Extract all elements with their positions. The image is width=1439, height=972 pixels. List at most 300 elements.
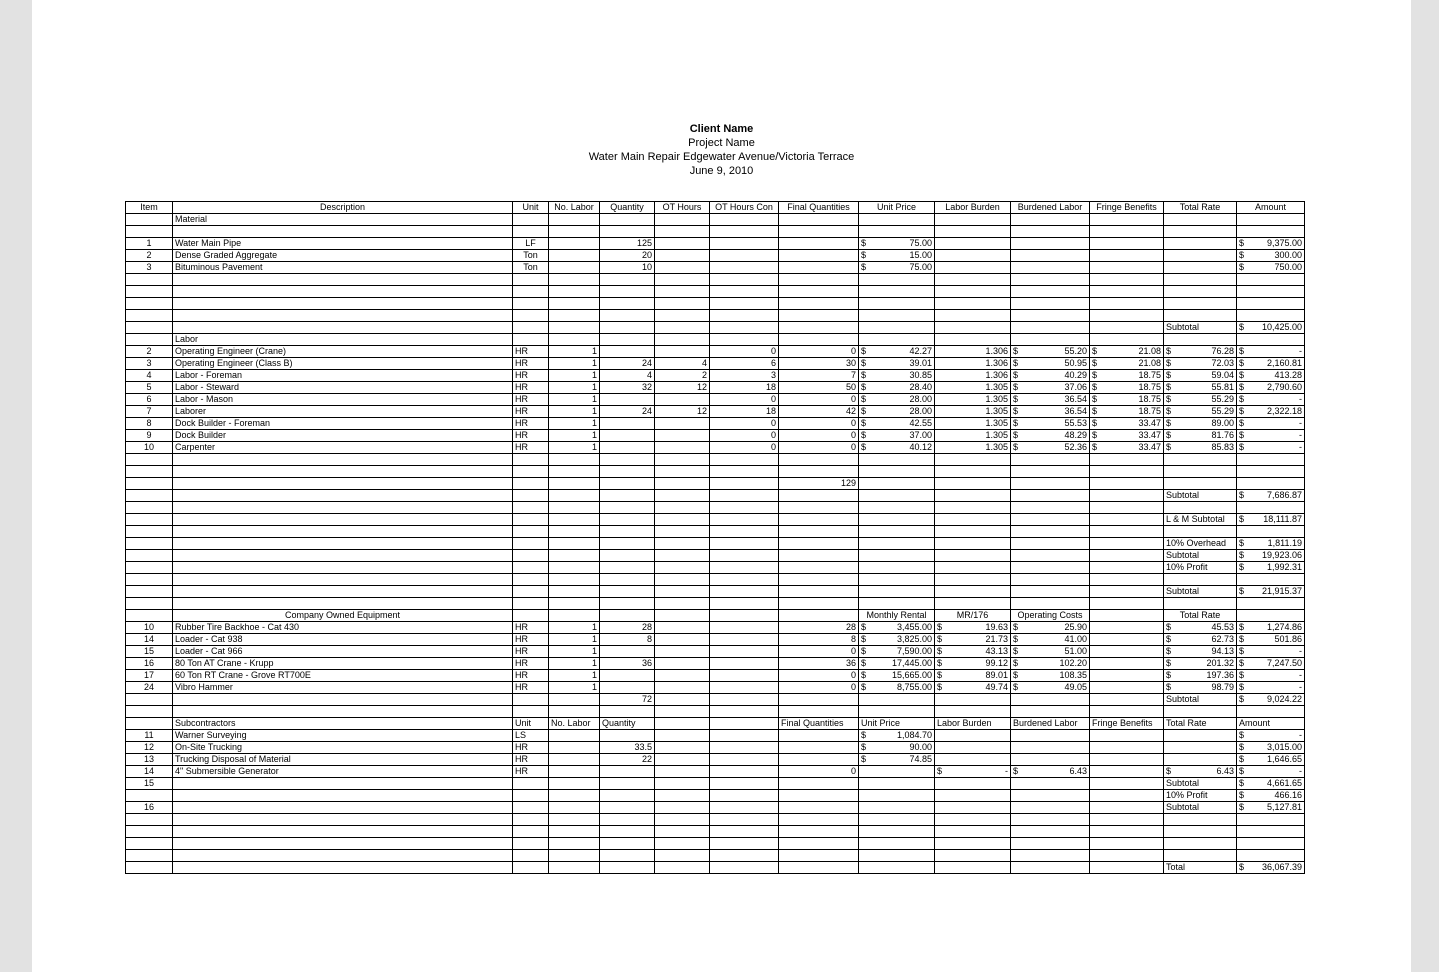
cell-ot-hours[interactable] <box>655 490 710 502</box>
cell-quantity[interactable] <box>600 838 655 850</box>
cell-final-quantities[interactable] <box>779 754 859 766</box>
cell-no-labor[interactable] <box>549 562 600 574</box>
cell-amount[interactable]: $ 4,661.65 <box>1237 778 1305 790</box>
cell-no-labor[interactable] <box>549 502 600 514</box>
cell-no-labor[interactable]: 1 <box>549 430 600 442</box>
cell-burdened-labor[interactable] <box>1011 562 1090 574</box>
cell-total-rate[interactable] <box>1164 262 1237 274</box>
cell-ot-hours-con[interactable] <box>710 334 779 346</box>
cell-description[interactable]: Rubber Tire Backhoe - Cat 430 <box>173 622 513 634</box>
cell-item[interactable]: 5 <box>126 382 173 394</box>
cell-unit-price[interactable]: $ 39.01 <box>859 358 935 370</box>
cell-total-rate[interactable] <box>1164 466 1237 478</box>
cell-labor-burden[interactable] <box>935 334 1011 346</box>
cell-description[interactable]: Loader - Cat 966 <box>173 646 513 658</box>
cell-description[interactable]: Vibro Hammer <box>173 682 513 694</box>
cell-item[interactable] <box>126 454 173 466</box>
cell-unit[interactable] <box>513 490 549 502</box>
cell-item[interactable]: 7 <box>126 406 173 418</box>
cell-final-quantities[interactable] <box>779 574 859 586</box>
cell-burdened-labor[interactable] <box>1011 466 1090 478</box>
cell-labor-burden[interactable]: 1.305 <box>935 430 1011 442</box>
cell-ot-hours[interactable] <box>655 622 710 634</box>
cell-amount[interactable]: $ 3,015.00 <box>1237 742 1305 754</box>
cell-no-labor[interactable]: 1 <box>549 634 600 646</box>
cell-burdened-labor[interactable] <box>1011 694 1090 706</box>
cell-unit-price[interactable] <box>859 802 935 814</box>
cell-item[interactable] <box>126 466 173 478</box>
cell-final-quantities[interactable] <box>779 226 859 238</box>
cell-burdened-labor[interactable]: $ 51.00 <box>1011 646 1090 658</box>
cell-labor-burden[interactable]: 1.305 <box>935 418 1011 430</box>
cell-unit-price[interactable] <box>859 574 935 586</box>
cell-final-quantities[interactable] <box>779 286 859 298</box>
cell-description[interactable]: Dock Builder <box>173 430 513 442</box>
cell-fringe-benefits[interactable] <box>1090 646 1164 658</box>
cell-total-rate[interactable]: $ 94.13 <box>1164 646 1237 658</box>
cell-burdened-labor[interactable] <box>1011 742 1090 754</box>
cell-no-labor[interactable] <box>549 526 600 538</box>
cell-amount[interactable] <box>1237 706 1305 718</box>
cell-item[interactable] <box>126 490 173 502</box>
cell-item[interactable] <box>126 814 173 826</box>
cell-description[interactable] <box>173 562 513 574</box>
cell-no-labor[interactable]: No. Labor <box>549 718 600 730</box>
cell-item[interactable] <box>126 538 173 550</box>
cell-labor-burden[interactable]: 1.306 <box>935 346 1011 358</box>
cell-total-rate[interactable] <box>1164 454 1237 466</box>
cell-unit[interactable] <box>513 598 549 610</box>
cell-burdened-labor[interactable]: $ 52.36 <box>1011 442 1090 454</box>
cell-fringe-benefits[interactable] <box>1090 466 1164 478</box>
cell-amount[interactable]: $ 1,274.86 <box>1237 622 1305 634</box>
cell-amount[interactable]: $ 300.00 <box>1237 250 1305 262</box>
cell-total-rate[interactable] <box>1164 742 1237 754</box>
cell-ot-hours-con[interactable] <box>710 706 779 718</box>
cell-fringe-benefits[interactable] <box>1090 262 1164 274</box>
cell-unit[interactable]: HR <box>513 670 549 682</box>
cell-final-quantities[interactable] <box>779 538 859 550</box>
cell-ot-hours-con[interactable] <box>710 562 779 574</box>
cell-burdened-labor[interactable]: $ 36.54 <box>1011 406 1090 418</box>
cell-unit-price[interactable]: $ 3,455.00 <box>859 622 935 634</box>
cell-no-labor[interactable]: 1 <box>549 646 600 658</box>
cell-labor-burden[interactable]: 1.305 <box>935 394 1011 406</box>
cell-labor-burden[interactable]: 1.306 <box>935 370 1011 382</box>
cell-burdened-labor[interactable]: $ 36.54 <box>1011 394 1090 406</box>
cell-burdened-labor[interactable] <box>1011 550 1090 562</box>
cell-item[interactable]: 17 <box>126 670 173 682</box>
cell-fringe-benefits[interactable] <box>1090 310 1164 322</box>
cell-ot-hours[interactable] <box>655 538 710 550</box>
cell-amount[interactable]: $ 2,790.60 <box>1237 382 1305 394</box>
cell-ot-hours[interactable] <box>655 862 710 874</box>
cell-burdened-labor[interactable]: $ 6.43 <box>1011 766 1090 778</box>
cell-description[interactable]: Dock Builder - Foreman <box>173 418 513 430</box>
cell-final-quantities[interactable] <box>779 838 859 850</box>
cell-final-quantities[interactable]: 0 <box>779 646 859 658</box>
cell-amount[interactable] <box>1237 454 1305 466</box>
cell-unit-price[interactable] <box>859 454 935 466</box>
cell-description[interactable]: Laborer <box>173 406 513 418</box>
cell-item[interactable]: 16 <box>126 658 173 670</box>
cell-fringe-benefits[interactable] <box>1090 622 1164 634</box>
cell-burdened-labor[interactable] <box>1011 238 1090 250</box>
cell-labor-burden[interactable] <box>935 562 1011 574</box>
cell-labor-burden[interactable] <box>935 286 1011 298</box>
cell-total-rate[interactable] <box>1164 238 1237 250</box>
cell-burdened-labor[interactable] <box>1011 526 1090 538</box>
cell-no-labor[interactable] <box>549 286 600 298</box>
cell-final-quantities[interactable] <box>779 778 859 790</box>
cell-description[interactable]: Labor <box>173 334 513 346</box>
cell-unit[interactable]: LF <box>513 238 549 250</box>
cell-burdened-labor[interactable] <box>1011 790 1090 802</box>
cell-labor-burden[interactable] <box>935 298 1011 310</box>
cell-quantity[interactable] <box>600 814 655 826</box>
cell-quantity[interactable] <box>600 562 655 574</box>
cell-item[interactable] <box>126 526 173 538</box>
cell-description[interactable] <box>173 298 513 310</box>
cell-item[interactable]: 9 <box>126 430 173 442</box>
cell-amount[interactable]: $ 7,686.87 <box>1237 490 1305 502</box>
cell-ot-hours-con[interactable] <box>710 718 779 730</box>
cell-description[interactable] <box>173 526 513 538</box>
cell-fringe-benefits[interactable] <box>1090 322 1164 334</box>
cell-ot-hours[interactable] <box>655 562 710 574</box>
cell-no-labor[interactable] <box>549 538 600 550</box>
cell-ot-hours-con[interactable] <box>710 742 779 754</box>
cell-ot-hours-con[interactable] <box>710 790 779 802</box>
cell-amount[interactable]: $ 1,646.65 <box>1237 754 1305 766</box>
cell-amount[interactable]: $ 9,375.00 <box>1237 238 1305 250</box>
cell-final-quantities[interactable]: 0 <box>779 346 859 358</box>
cell-fringe-benefits[interactable]: $ 21.08 <box>1090 346 1164 358</box>
cell-item[interactable]: 10 <box>126 622 173 634</box>
cell-final-quantities[interactable] <box>779 502 859 514</box>
cell-total-rate[interactable] <box>1164 574 1237 586</box>
cell-amount[interactable] <box>1237 610 1305 622</box>
cell-final-quantities[interactable] <box>779 550 859 562</box>
cell-item[interactable] <box>126 706 173 718</box>
cell-total-rate[interactable] <box>1164 274 1237 286</box>
cell-burdened-labor[interactable] <box>1011 250 1090 262</box>
cell-ot-hours[interactable] <box>655 430 710 442</box>
cell-total-rate[interactable] <box>1164 598 1237 610</box>
cell-fringe-benefits[interactable]: $ 33.47 <box>1090 442 1164 454</box>
cell-unit-price[interactable] <box>859 790 935 802</box>
cell-amount[interactable]: $ - <box>1237 766 1305 778</box>
cell-description[interactable] <box>173 490 513 502</box>
cell-burdened-labor[interactable] <box>1011 538 1090 550</box>
cell-no-labor[interactable] <box>549 250 600 262</box>
cell-ot-hours-con[interactable] <box>710 850 779 862</box>
cell-labor-burden[interactable] <box>935 778 1011 790</box>
cell-burdened-labor[interactable] <box>1011 814 1090 826</box>
cell-unit[interactable]: HR <box>513 634 549 646</box>
cell-amount[interactable] <box>1237 274 1305 286</box>
cell-fringe-benefits[interactable] <box>1090 682 1164 694</box>
cell-item[interactable]: 11 <box>126 730 173 742</box>
cell-unit-price[interactable] <box>859 298 935 310</box>
cell-fringe-benefits[interactable] <box>1090 802 1164 814</box>
cell-amount[interactable] <box>1237 226 1305 238</box>
cell-fringe-benefits[interactable] <box>1090 454 1164 466</box>
cell-final-quantities[interactable] <box>779 274 859 286</box>
cell-ot-hours-con[interactable] <box>710 694 779 706</box>
cell-fringe-benefits[interactable] <box>1090 634 1164 646</box>
cell-item[interactable] <box>126 478 173 490</box>
cell-no-labor[interactable] <box>549 550 600 562</box>
cell-no-labor[interactable] <box>549 586 600 598</box>
cell-ot-hours-con[interactable] <box>710 826 779 838</box>
cell-labor-burden[interactable] <box>935 574 1011 586</box>
cell-ot-hours[interactable] <box>655 574 710 586</box>
cell-labor-burden[interactable] <box>935 214 1011 226</box>
cell-quantity[interactable] <box>600 430 655 442</box>
cell-ot-hours[interactable] <box>655 550 710 562</box>
cell-description[interactable] <box>173 286 513 298</box>
cell-total-rate[interactable]: Subtotal <box>1164 490 1237 502</box>
cell-unit[interactable] <box>513 862 549 874</box>
cell-final-quantities[interactable]: 0 <box>779 442 859 454</box>
cell-no-labor[interactable] <box>549 574 600 586</box>
cell-quantity[interactable] <box>600 790 655 802</box>
cell-ot-hours-con[interactable] <box>710 862 779 874</box>
cell-unit-price[interactable] <box>859 322 935 334</box>
cell-final-quantities[interactable] <box>779 730 859 742</box>
cell-unit-price[interactable] <box>859 478 935 490</box>
cell-amount[interactable] <box>1237 826 1305 838</box>
cell-final-quantities[interactable]: 0 <box>779 670 859 682</box>
cell-burdened-labor[interactable]: $ 102.20 <box>1011 658 1090 670</box>
cell-unit-price[interactable] <box>859 526 935 538</box>
cell-unit-price[interactable] <box>859 490 935 502</box>
cell-burdened-labor[interactable]: $ 41.00 <box>1011 634 1090 646</box>
cell-no-labor[interactable] <box>549 790 600 802</box>
cell-unit[interactable]: HR <box>513 394 549 406</box>
cell-item[interactable]: 14 <box>126 634 173 646</box>
cell-unit[interactable]: LS <box>513 730 549 742</box>
cell-ot-hours[interactable] <box>655 694 710 706</box>
cell-quantity[interactable]: 32 <box>600 382 655 394</box>
cell-fringe-benefits[interactable] <box>1090 550 1164 562</box>
cell-amount[interactable] <box>1237 814 1305 826</box>
cell-item[interactable] <box>126 586 173 598</box>
cell-ot-hours-con[interactable] <box>710 286 779 298</box>
cell-burdened-labor[interactable] <box>1011 322 1090 334</box>
cell-unit[interactable] <box>513 550 549 562</box>
cell-burdened-labor[interactable] <box>1011 490 1090 502</box>
cell-burdened-labor[interactable]: $ 55.53 <box>1011 418 1090 430</box>
cell-unit[interactable] <box>513 454 549 466</box>
cell-fringe-benefits[interactable] <box>1090 538 1164 550</box>
cell-amount[interactable] <box>1237 850 1305 862</box>
cell-no-labor[interactable] <box>549 742 600 754</box>
cell-amount[interactable]: $ - <box>1237 418 1305 430</box>
cell-ot-hours[interactable] <box>655 250 710 262</box>
cell-labor-burden[interactable] <box>935 790 1011 802</box>
cell-amount[interactable]: $ 21,915.37 <box>1237 586 1305 598</box>
cell-unit-price[interactable]: $ 42.27 <box>859 346 935 358</box>
cell-total-rate[interactable] <box>1164 826 1237 838</box>
cell-quantity[interactable]: 24 <box>600 358 655 370</box>
cell-fringe-benefits[interactable] <box>1090 574 1164 586</box>
cell-description[interactable]: Labor - Mason <box>173 394 513 406</box>
cell-quantity[interactable]: 125 <box>600 238 655 250</box>
cell-quantity[interactable]: 8 <box>600 634 655 646</box>
cell-ot-hours-con[interactable] <box>710 466 779 478</box>
cell-total-rate[interactable]: $ 72.03 <box>1164 358 1237 370</box>
cell-description[interactable] <box>173 538 513 550</box>
cell-labor-burden[interactable] <box>935 742 1011 754</box>
cell-total-rate[interactable]: $ 201.32 <box>1164 658 1237 670</box>
cell-fringe-benefits[interactable]: $ 18.75 <box>1090 370 1164 382</box>
cell-final-quantities[interactable] <box>779 562 859 574</box>
cell-final-quantities[interactable] <box>779 238 859 250</box>
cell-unit[interactable] <box>513 310 549 322</box>
cell-unit[interactable]: HR <box>513 370 549 382</box>
cell-amount[interactable] <box>1237 526 1305 538</box>
cell-fringe-benefits[interactable] <box>1090 598 1164 610</box>
cell-amount[interactable] <box>1237 310 1305 322</box>
cell-total-rate[interactable]: Subtotal <box>1164 322 1237 334</box>
cell-fringe-benefits[interactable] <box>1090 766 1164 778</box>
cell-unit[interactable] <box>513 466 549 478</box>
cell-ot-hours-con[interactable] <box>710 574 779 586</box>
cell-fringe-benefits[interactable] <box>1090 286 1164 298</box>
cell-ot-hours[interactable]: 12 <box>655 406 710 418</box>
cell-burdened-labor[interactable]: $ 48.29 <box>1011 430 1090 442</box>
cell-no-labor[interactable] <box>549 730 600 742</box>
cell-burdened-labor[interactable] <box>1011 862 1090 874</box>
cell-unit[interactable] <box>513 790 549 802</box>
cell-amount[interactable] <box>1237 298 1305 310</box>
cell-fringe-benefits[interactable] <box>1090 214 1164 226</box>
cell-item[interactable] <box>126 598 173 610</box>
cell-ot-hours-con[interactable] <box>710 586 779 598</box>
cell-quantity[interactable] <box>600 538 655 550</box>
cell-amount[interactable]: $ 7,247.50 <box>1237 658 1305 670</box>
cell-final-quantities[interactable] <box>779 262 859 274</box>
cell-ot-hours[interactable] <box>655 226 710 238</box>
cell-final-quantities[interactable] <box>779 514 859 526</box>
cell-description[interactable] <box>173 550 513 562</box>
cell-total-rate[interactable]: Subtotal <box>1164 802 1237 814</box>
cell-ot-hours-con[interactable] <box>710 682 779 694</box>
cell-ot-hours[interactable] <box>655 682 710 694</box>
cell-total-rate[interactable]: Total Rate <box>1164 610 1237 622</box>
cell-final-quantities[interactable]: 50 <box>779 382 859 394</box>
cell-burdened-labor[interactable]: $ 37.06 <box>1011 382 1090 394</box>
cell-unit-price[interactable] <box>859 274 935 286</box>
cell-unit[interactable]: HR <box>513 682 549 694</box>
cell-amount[interactable]: $ 413.28 <box>1237 370 1305 382</box>
cell-unit-price[interactable]: $ 3,825.00 <box>859 634 935 646</box>
cell-no-labor[interactable]: 1 <box>549 358 600 370</box>
cell-fringe-benefits[interactable] <box>1090 730 1164 742</box>
cell-labor-burden[interactable]: 1.305 <box>935 406 1011 418</box>
cell-ot-hours-con[interactable] <box>710 310 779 322</box>
cell-amount[interactable] <box>1237 466 1305 478</box>
cell-item[interactable]: 2 <box>126 346 173 358</box>
cell-final-quantities[interactable] <box>779 826 859 838</box>
cell-unit[interactable]: HR <box>513 754 549 766</box>
cell-amount[interactable]: $ 10,425.00 <box>1237 322 1305 334</box>
cell-no-labor[interactable] <box>549 802 600 814</box>
cell-ot-hours[interactable] <box>655 502 710 514</box>
cell-item[interactable]: 2 <box>126 250 173 262</box>
cell-unit-price[interactable] <box>859 286 935 298</box>
cell-ot-hours-con[interactable] <box>710 238 779 250</box>
cell-labor-burden[interactable] <box>935 802 1011 814</box>
cell-unit[interactable] <box>513 538 549 550</box>
cell-ot-hours-con[interactable] <box>710 226 779 238</box>
cell-unit[interactable]: HR <box>513 646 549 658</box>
cell-item[interactable]: 1 <box>126 238 173 250</box>
cell-ot-hours[interactable] <box>655 514 710 526</box>
cell-item[interactable] <box>126 718 173 730</box>
cell-labor-burden[interactable]: MR/176 <box>935 610 1011 622</box>
cell-ot-hours-con[interactable] <box>710 454 779 466</box>
cell-ot-hours-con[interactable] <box>710 646 779 658</box>
cell-quantity[interactable] <box>600 862 655 874</box>
cell-total-rate[interactable]: Total <box>1164 862 1237 874</box>
cell-total-rate[interactable]: $ 45.53 <box>1164 622 1237 634</box>
cell-unit-price[interactable] <box>859 838 935 850</box>
cell-final-quantities[interactable]: 0 <box>779 766 859 778</box>
cell-unit[interactable]: HR <box>513 382 549 394</box>
cell-total-rate[interactable] <box>1164 298 1237 310</box>
cell-unit[interactable] <box>513 478 549 490</box>
cell-quantity[interactable] <box>600 598 655 610</box>
cell-item[interactable] <box>126 850 173 862</box>
cell-unit-price[interactable]: $ 42.55 <box>859 418 935 430</box>
cell-no-labor[interactable]: 1 <box>549 442 600 454</box>
cell-amount[interactable]: $ 750.00 <box>1237 262 1305 274</box>
cell-total-rate[interactable]: $ 98.79 <box>1164 682 1237 694</box>
cell-burdened-labor[interactable] <box>1011 334 1090 346</box>
cell-unit-price[interactable] <box>859 694 935 706</box>
cell-burdened-labor[interactable] <box>1011 478 1090 490</box>
cell-total-rate[interactable] <box>1164 226 1237 238</box>
cell-final-quantities[interactable] <box>779 598 859 610</box>
cell-total-rate[interactable]: Total Rate <box>1164 718 1237 730</box>
cell-item[interactable]: 15 <box>126 778 173 790</box>
cell-ot-hours-con[interactable] <box>710 274 779 286</box>
cell-quantity[interactable]: 33.5 <box>600 742 655 754</box>
cell-burdened-labor[interactable] <box>1011 574 1090 586</box>
cell-unit-price[interactable]: $ 30.85 <box>859 370 935 382</box>
cell-ot-hours[interactable]: 12 <box>655 382 710 394</box>
cell-fringe-benefits[interactable] <box>1090 274 1164 286</box>
cell-total-rate[interactable]: $ 76.28 <box>1164 346 1237 358</box>
cell-burdened-labor[interactable] <box>1011 502 1090 514</box>
cell-description[interactable]: Dense Graded Aggregate <box>173 250 513 262</box>
cell-no-labor[interactable] <box>549 826 600 838</box>
cell-quantity[interactable] <box>600 454 655 466</box>
cell-burdened-labor[interactable] <box>1011 826 1090 838</box>
cell-ot-hours-con[interactable] <box>710 322 779 334</box>
cell-item[interactable] <box>126 610 173 622</box>
cell-labor-burden[interactable]: $ 21.73 <box>935 634 1011 646</box>
cell-final-quantities[interactable] <box>779 742 859 754</box>
cell-no-labor[interactable] <box>549 214 600 226</box>
cell-item[interactable]: 12 <box>126 742 173 754</box>
cell-amount[interactable]: $ 2,160.81 <box>1237 358 1305 370</box>
cell-total-rate[interactable]: $ 55.29 <box>1164 394 1237 406</box>
cell-ot-hours[interactable] <box>655 730 710 742</box>
